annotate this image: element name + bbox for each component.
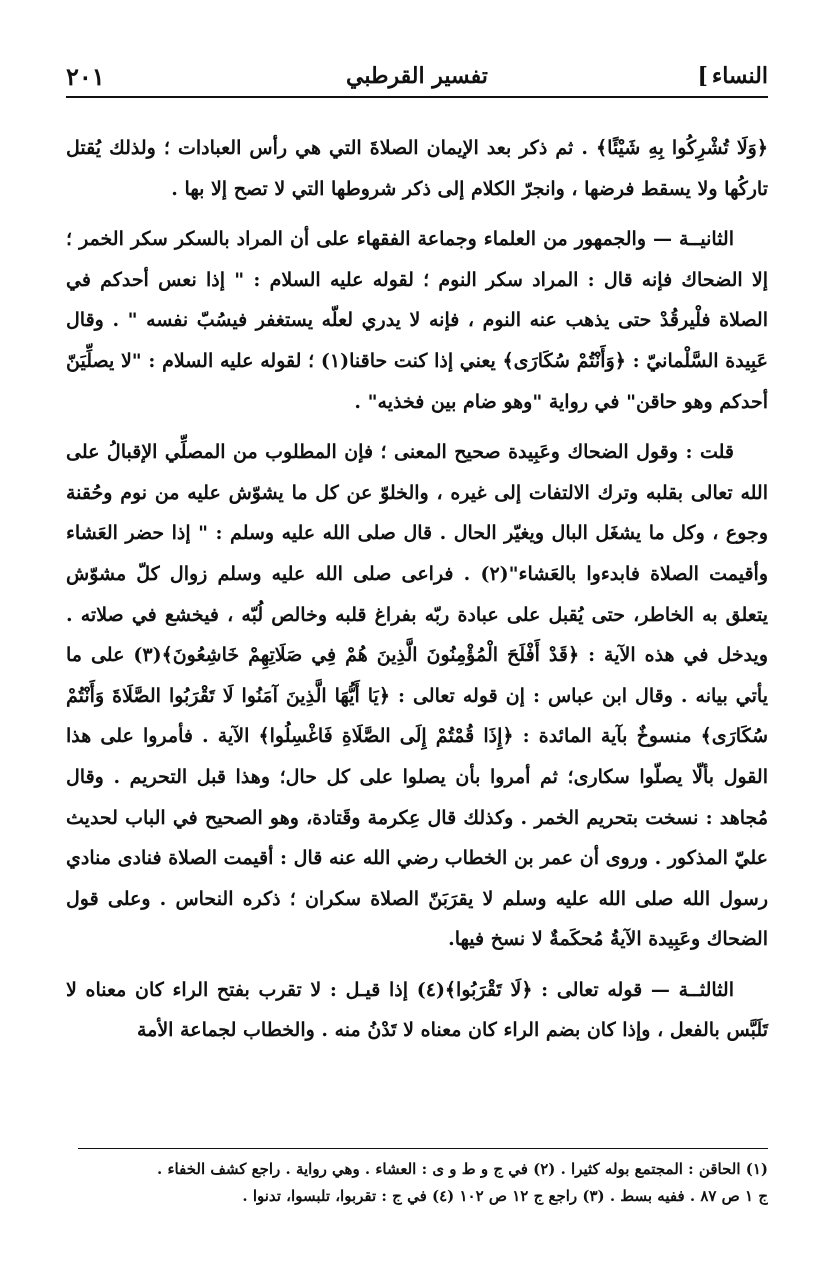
main-text <box>66 128 768 1051</box>
surah-label: النساء <box>711 63 768 89</box>
footnote-divider <box>78 1148 768 1149</box>
running-header <box>66 56 768 98</box>
paragraph-1: ﴿وَلَا تُشْرِكُوا بِهِ شَيْئًا﴾ . ثم ذكر بعد الإيمان الصلاةَ التي هي رأس العبادات ؛ ولذلك يُقتل تاركُها ولا يسقط فرضها ، وانجرّ الكلام إلى ذكر شروطها التي لا تصح إلا بها . <box>66 137 768 200</box>
footnote-line-1: (١) الحاقن : المجتمع بوله كثيرا . (٢) في ج و ط و ى : العشاء . وهي رواية . راجع كشف الخفاء . <box>157 1160 768 1178</box>
header-bracket: ] <box>697 63 708 89</box>
footnotes <box>66 1156 768 1210</box>
header-surah-name <box>697 63 768 89</box>
page-number: ٢٠١ <box>66 61 105 91</box>
header-book-title: تفسير القرطبي <box>346 63 488 89</box>
footnote-line-2: ج ١ ص ٨٧ . ففيه بسط . (٣) راجع ج ١٢ ص ١٠٢ (٤) في ج : تقربوا، تلبسوا، تدنوا . <box>242 1187 768 1205</box>
paragraph-4: الثالثــة — قوله تعالى : ﴿لَا تَقْرَبُوا﴾(٤) إذا قيـل : لا تقرب بفتح الراء كان معناه لا تَلَبَّس بالفعل ، وإذا كان بضم الراء كان معناه لا تَدْنُ منه . والخطاب لجماعة الأمة <box>66 978 768 1042</box>
paragraph-2: الثانيــة — والجمهور من العلماء وجماعة الفقهاء على أن المراد بالسكر سكر الخمر ؛ إلا الضحاك فإنه قال : المراد سكر النوم ؛ لقوله عليه السلام : " إذا نعس أحدكم في الصلاة فلْيرقُدْ حتى يذهب عنه النوم ، فإنه لا يدري لعلّه يستغفر فيسُبّ نفسه " . وقال عَبِيدة السَّلْمانيّ : ﴿وَأَنْتُمْ سُكَارَى﴾ يعني إذا كنت حاقنا(١) ؛ لقوله عليه السلام : "لا يصلِّيَنّ أحدكم وهو حاقن" في رواية "وهو ضام بين فخذيه" . <box>66 228 768 413</box>
paragraph-3: قلت : وقول الضحاك وعَبِيدة صحيح المعنى ؛ فإن المطلوب من المصلِّي الإقبالُ على الله تعالى بقلبه وترك الالتفات إلى غيره ، والخلوّ عن كل ما يشوّش عليه من نوم وحُقنة وجوع ، وكل ما يشغَل البال ويغيّر الحال . قال صلى الله عليه وسلم : " إذا حضر العَشاء وأقيمت الصلاة فابدءوا بالعَشاء"(٢) . فراعى صلى الله عليه وسلم زوال كلّ مشوّش يتعلق به الخاطر، حتى يُقبل على عبادة ربّه بفراغ قلبه وخالص لُبّه ، فيخشع في صلاته . ويدخل في هذه الآية : ﴿قَدْ أَفْلَحَ الْمُؤْمِنُونَ الَّذِينَ هُمْ فِي صَلَاتِهِمْ خَاشِعُونَ﴾(٣) على ما يأتي بيانه . وقال ابن عباس : إن قوله تعالى : ﴿يَا أَيُّهَا الَّذِينَ آمَنُوا لَا تَقْرَبُوا الصَّلَاةَ وَأَنْتُمْ سُكَارَى﴾ منسوخٌ بآية المائدة : ﴿إِذَا قُمْتُمْ إِلَى الصَّلَاةِ فَاغْسِلُوا﴾ الآية . فأمروا على هذا القول بألّا يصلّوا سكارى؛ ثم أمروا بأن يصلوا على كل حال؛ وهذا قبل التحريم . وقال مُجاهد : نسخت بتحريم الخمر . وكذلك قال عِكرمة وقَتادة، وهو الصحيح في الباب لحديث عليّ المذكور . وروى أن عمر بن الخطاب رضي الله عنه قال : أقيمت الصلاة فنادى منادي رسول الله صلى الله عليه وسلم لا يقرَبَنّ الصلاة سكران ؛ ذكره النحاس . وعلى قول الضحاك وعَبِيدة الآيةُ مُحكَمةٌ لا نسخ فيها. <box>66 441 768 951</box>
